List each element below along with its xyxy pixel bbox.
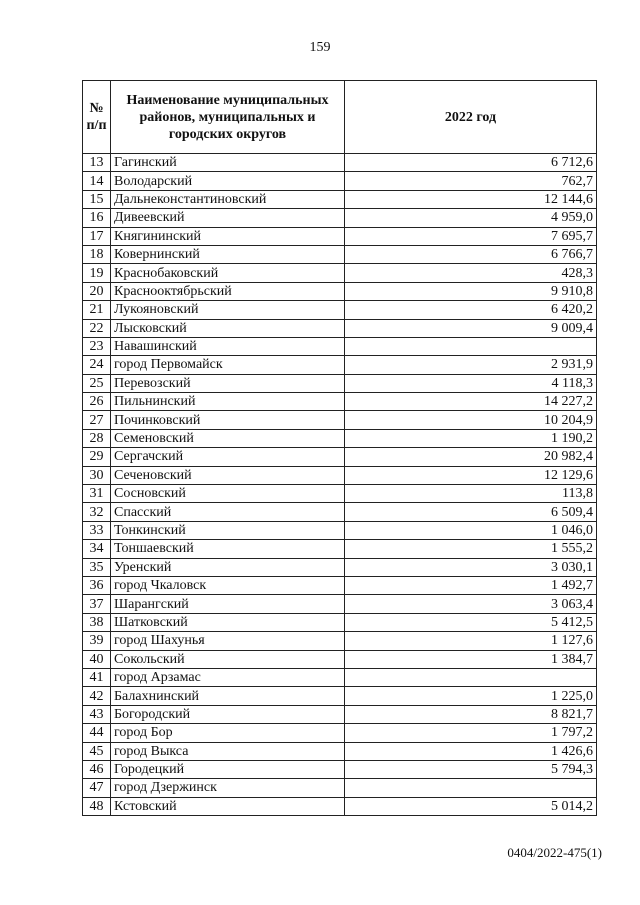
row-number: 46 bbox=[83, 760, 111, 778]
row-number: 32 bbox=[83, 503, 111, 521]
row-value-2022: 5 412,5 bbox=[345, 613, 597, 631]
row-number: 27 bbox=[83, 411, 111, 429]
table-row bbox=[83, 613, 597, 631]
row-number: 23 bbox=[83, 337, 111, 355]
row-value-2022: 2 931,9 bbox=[345, 356, 597, 374]
table-row bbox=[83, 797, 597, 815]
row-municipality-name: город Бор bbox=[111, 724, 345, 742]
row-municipality-name: Тоншаевский bbox=[111, 540, 345, 558]
row-number: 20 bbox=[83, 282, 111, 300]
table-row bbox=[83, 576, 597, 594]
table-row bbox=[83, 319, 597, 337]
row-municipality-name: Уренский bbox=[111, 558, 345, 576]
row-municipality-name: Навашинский bbox=[111, 337, 345, 355]
row-number: 15 bbox=[83, 190, 111, 208]
table-row bbox=[83, 301, 597, 319]
row-value-2022: 1 225,0 bbox=[345, 687, 597, 705]
row-value-2022: 12 144,6 bbox=[345, 190, 597, 208]
header-municipality-name: Наименование муниципальных районов, муниципальных и городских округов bbox=[111, 81, 345, 154]
table-row bbox=[83, 393, 597, 411]
table-row bbox=[83, 374, 597, 392]
row-number: 43 bbox=[83, 705, 111, 723]
row-value-2022: 7 695,7 bbox=[345, 227, 597, 245]
row-number: 21 bbox=[83, 301, 111, 319]
row-number: 38 bbox=[83, 613, 111, 631]
row-value-2022: 1 190,2 bbox=[345, 429, 597, 447]
table-row bbox=[83, 485, 597, 503]
row-number: 24 bbox=[83, 356, 111, 374]
table-row bbox=[83, 466, 597, 484]
row-value-2022: 762,7 bbox=[345, 172, 597, 190]
table-row bbox=[83, 429, 597, 447]
row-number: 28 bbox=[83, 429, 111, 447]
row-municipality-name: Лысковский bbox=[111, 319, 345, 337]
row-value-2022: 14 227,2 bbox=[345, 393, 597, 411]
row-municipality-name: Шатковский bbox=[111, 613, 345, 631]
row-number: 47 bbox=[83, 779, 111, 797]
table-row bbox=[83, 779, 597, 797]
row-value-2022: 6 420,2 bbox=[345, 301, 597, 319]
row-municipality-name: Пильнинский bbox=[111, 393, 345, 411]
header-year-2022: 2022 год bbox=[345, 81, 597, 154]
row-value-2022 bbox=[345, 779, 597, 797]
row-municipality-name: Починковский bbox=[111, 411, 345, 429]
row-value-2022: 20 982,4 bbox=[345, 448, 597, 466]
row-value-2022 bbox=[345, 337, 597, 355]
row-value-2022: 3 030,1 bbox=[345, 558, 597, 576]
row-value-2022: 3 063,4 bbox=[345, 595, 597, 613]
row-number: 39 bbox=[83, 632, 111, 650]
row-number: 30 bbox=[83, 466, 111, 484]
row-number: 13 bbox=[83, 154, 111, 172]
page-number: 159 bbox=[309, 40, 331, 55]
row-municipality-name: город Дзержинск bbox=[111, 779, 345, 797]
row-value-2022: 5 014,2 bbox=[345, 797, 597, 815]
table-row bbox=[83, 705, 597, 723]
table-row bbox=[83, 448, 597, 466]
row-value-2022: 1 426,6 bbox=[345, 742, 597, 760]
row-number: 48 bbox=[83, 797, 111, 815]
row-value-2022: 9 910,8 bbox=[345, 282, 597, 300]
row-municipality-name: Тонкинский bbox=[111, 521, 345, 539]
document-code: 0404/2022-475(1) bbox=[507, 845, 602, 860]
row-value-2022: 1 384,7 bbox=[345, 650, 597, 668]
row-municipality-name: Городецкий bbox=[111, 760, 345, 778]
row-number: 44 bbox=[83, 724, 111, 742]
row-municipality-name: Богородский bbox=[111, 705, 345, 723]
table-row bbox=[83, 154, 597, 172]
row-value-2022: 9 009,4 bbox=[345, 319, 597, 337]
table-row bbox=[83, 337, 597, 355]
row-number: 37 bbox=[83, 595, 111, 613]
row-value-2022: 6 766,7 bbox=[345, 245, 597, 263]
row-municipality-name: Краснооктябрьский bbox=[111, 282, 345, 300]
table-row bbox=[83, 356, 597, 374]
row-municipality-name: Спасский bbox=[111, 503, 345, 521]
table-row bbox=[83, 632, 597, 650]
row-municipality-name: Лукояновский bbox=[111, 301, 345, 319]
table-row bbox=[83, 264, 597, 282]
table-row bbox=[83, 172, 597, 190]
row-municipality-name: город Выкса bbox=[111, 742, 345, 760]
row-number: 34 bbox=[83, 540, 111, 558]
table-row bbox=[83, 209, 597, 227]
row-number: 45 bbox=[83, 742, 111, 760]
row-municipality-name: город Чкаловск bbox=[111, 576, 345, 594]
table-row bbox=[83, 595, 597, 613]
table-row bbox=[83, 282, 597, 300]
row-number: 31 bbox=[83, 485, 111, 503]
row-municipality-name: Княгининский bbox=[111, 227, 345, 245]
row-value-2022: 8 821,7 bbox=[345, 705, 597, 723]
row-value-2022: 12 129,6 bbox=[345, 466, 597, 484]
table-row bbox=[83, 540, 597, 558]
table-row bbox=[83, 245, 597, 263]
row-municipality-name: город Первомайск bbox=[111, 356, 345, 374]
table-row bbox=[83, 503, 597, 521]
row-number: 26 bbox=[83, 393, 111, 411]
row-municipality-name: Семеновский bbox=[111, 429, 345, 447]
row-value-2022: 113,8 bbox=[345, 485, 597, 503]
row-municipality-name: Перевозский bbox=[111, 374, 345, 392]
header-number: № п/п bbox=[83, 81, 111, 154]
row-value-2022: 1 046,0 bbox=[345, 521, 597, 539]
table-row bbox=[83, 668, 597, 686]
row-municipality-name: Володарский bbox=[111, 172, 345, 190]
row-value-2022: 10 204,9 bbox=[345, 411, 597, 429]
row-number: 42 bbox=[83, 687, 111, 705]
row-municipality-name: Шарангский bbox=[111, 595, 345, 613]
row-value-2022: 4 118,3 bbox=[345, 374, 597, 392]
table-row bbox=[83, 650, 597, 668]
table-row bbox=[83, 760, 597, 778]
row-value-2022: 6 509,4 bbox=[345, 503, 597, 521]
row-number: 33 bbox=[83, 521, 111, 539]
row-municipality-name: Сергачский bbox=[111, 448, 345, 466]
row-municipality-name: Дивеевский bbox=[111, 209, 345, 227]
table-row bbox=[83, 227, 597, 245]
row-number: 35 bbox=[83, 558, 111, 576]
row-number: 22 bbox=[83, 319, 111, 337]
row-number: 14 bbox=[83, 172, 111, 190]
row-value-2022: 6 712,6 bbox=[345, 154, 597, 172]
row-municipality-name: город Шахунья bbox=[111, 632, 345, 650]
row-value-2022 bbox=[345, 668, 597, 686]
row-value-2022: 5 794,3 bbox=[345, 760, 597, 778]
row-municipality-name: Дальнеконстантиновский bbox=[111, 190, 345, 208]
row-value-2022: 428,3 bbox=[345, 264, 597, 282]
table-row bbox=[83, 190, 597, 208]
table-row bbox=[83, 742, 597, 760]
row-municipality-name: Сеченовский bbox=[111, 466, 345, 484]
row-number: 40 bbox=[83, 650, 111, 668]
table-row bbox=[83, 521, 597, 539]
table-row bbox=[83, 558, 597, 576]
row-number: 17 bbox=[83, 227, 111, 245]
row-municipality-name: Гагинский bbox=[111, 154, 345, 172]
table-row bbox=[83, 687, 597, 705]
row-value-2022: 1 127,6 bbox=[345, 632, 597, 650]
row-number: 16 bbox=[83, 209, 111, 227]
row-value-2022: 1 797,2 bbox=[345, 724, 597, 742]
row-number: 18 bbox=[83, 245, 111, 263]
table-header-row bbox=[83, 81, 597, 154]
row-number: 25 bbox=[83, 374, 111, 392]
row-number: 19 bbox=[83, 264, 111, 282]
row-municipality-name: Ковернинский bbox=[111, 245, 345, 263]
row-municipality-name: город Арзамас bbox=[111, 668, 345, 686]
row-municipality-name: Балахнинский bbox=[111, 687, 345, 705]
row-municipality-name: Кстовский bbox=[111, 797, 345, 815]
row-municipality-name: Сокольский bbox=[111, 650, 345, 668]
row-municipality-name: Сосновский bbox=[111, 485, 345, 503]
table-body bbox=[83, 154, 597, 816]
row-number: 36 bbox=[83, 576, 111, 594]
row-municipality-name: Краснобаковский bbox=[111, 264, 345, 282]
row-value-2022: 1 492,7 bbox=[345, 576, 597, 594]
budget-table bbox=[82, 80, 597, 816]
table-row bbox=[83, 411, 597, 429]
table-row bbox=[83, 724, 597, 742]
row-number: 29 bbox=[83, 448, 111, 466]
row-value-2022: 4 959,0 bbox=[345, 209, 597, 227]
row-value-2022: 1 555,2 bbox=[345, 540, 597, 558]
row-number: 41 bbox=[83, 668, 111, 686]
